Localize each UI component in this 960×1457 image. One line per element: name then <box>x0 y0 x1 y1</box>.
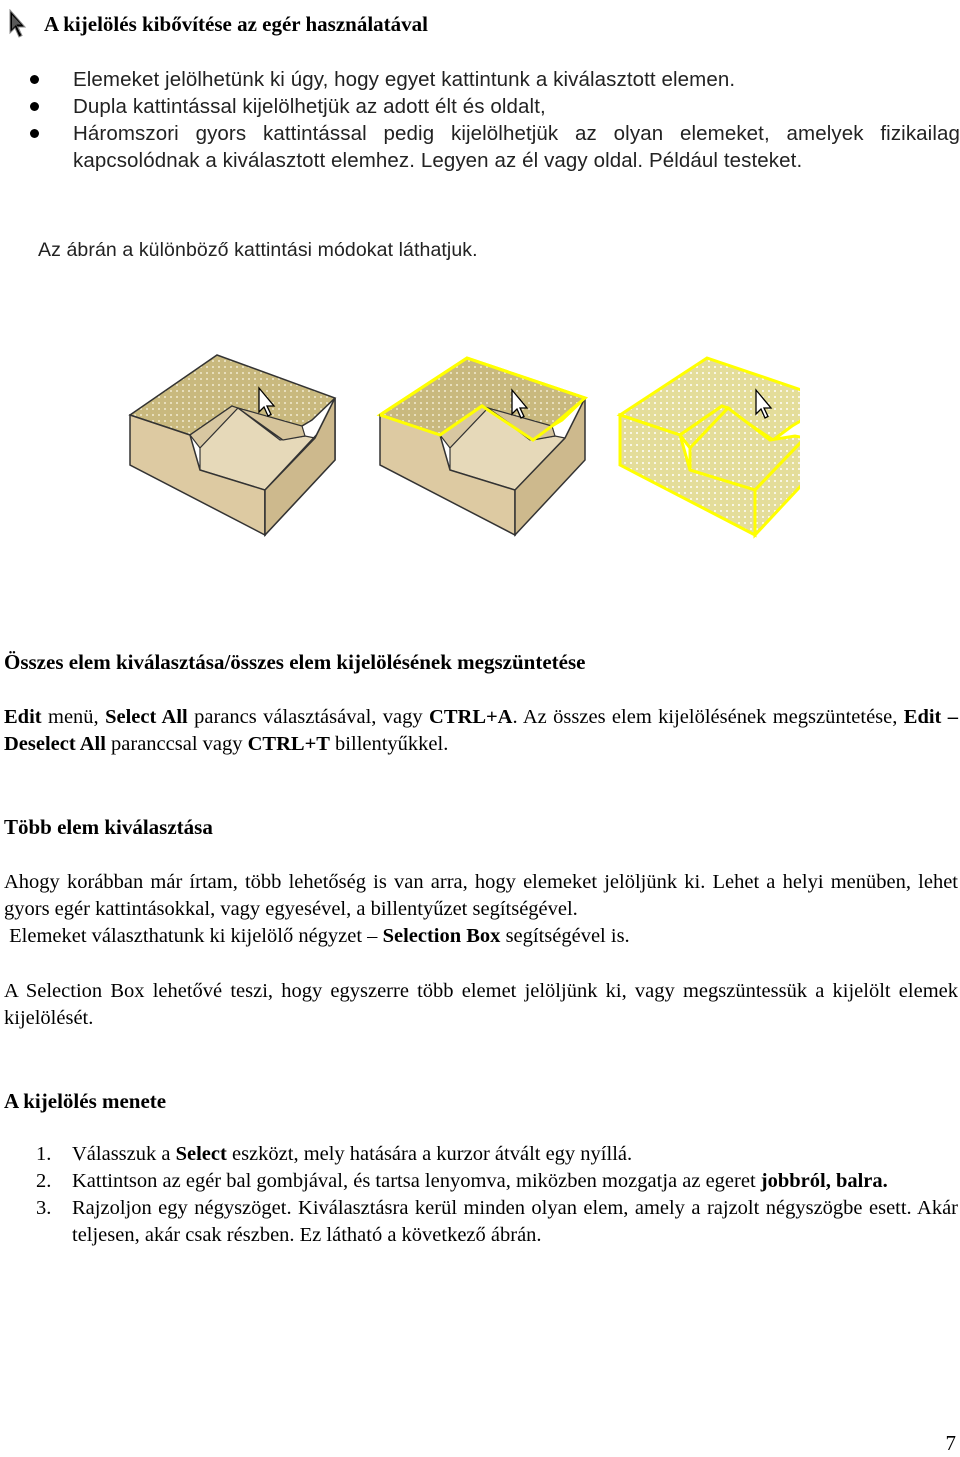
cursor-arrow-icon <box>8 9 30 39</box>
text: Kattintson az egér bal gombjával, és tartsa lenyomva, miközben mozgatja az egeret <box>72 1170 761 1192</box>
paragraph <box>4 704 958 758</box>
paragraph <box>4 923 958 950</box>
paragraph: Ahogy korábban már írtam, több lehetőség is van arra, hogy elemeket jelöljünk ki. Lehet a helyi menüben, lehet gyors egér kattintásokkal, vagy egyesével, a billentyűzet segítségével. <box>4 871 958 920</box>
tool-name: Select <box>175 1143 227 1165</box>
list-item: Dupla kattintással kijelölhetjük az adott élt és oldalt, <box>30 93 960 120</box>
solid-single-click <box>130 355 335 535</box>
command-name: Deselect All <box>4 733 106 755</box>
direction: jobbról, balra. <box>760 1170 888 1192</box>
section-title: A kijelölés kibővítése az egér használatával <box>44 11 428 36</box>
solid-triple-click <box>620 358 800 535</box>
section-heading: Összes elem kiválasztása/összes elem kijelölésének megszüntetése <box>4 650 586 674</box>
text: Elemeket választhatunk ki kijelölő négyzet – <box>4 925 383 947</box>
list-item: Elemeket jelölhetünk ki úgy, hogy egyet kattintunk a kiválasztott elemen. <box>30 66 960 93</box>
list-number: 3. <box>36 1197 52 1219</box>
page-number: 7 <box>945 1431 956 1455</box>
section-heading: A kijelölés menete <box>4 1089 167 1113</box>
list-item <box>4 1195 958 1249</box>
bullet-list <box>30 66 960 174</box>
text: Rajzoljon egy négyszöget. Kiválasztásra kerül minden olyan elem, amely a rajzolt négyszögbe esett. Akár teljesen, akár csak részben. Ez látható a következő ábrán. <box>72 1197 958 1246</box>
shortcut: CTRL+T <box>247 733 330 755</box>
shortcut: CTRL+A <box>429 706 513 728</box>
text: parancs választásával, vagy <box>187 706 430 728</box>
menu-name: Edit <box>4 706 42 728</box>
menu-name: Edit <box>903 706 942 728</box>
text: menü, <box>41 706 106 728</box>
section-heading: Több elem kiválasztása <box>4 815 213 839</box>
list-number: 2. <box>36 1170 52 1192</box>
text: paranccsal vagy <box>105 733 248 755</box>
command-name: Select All <box>105 706 188 728</box>
list-item <box>4 1141 958 1168</box>
text: eszközt, mely hatására a kurzor átvált egy nyíllá. <box>226 1143 633 1165</box>
section-title-row <box>8 4 428 44</box>
solid-double-click <box>380 358 585 535</box>
list-number: 1. <box>36 1143 52 1165</box>
paragraph: A Selection Box lehetővé teszi, hogy egyszerre több elemet jelöljünk ki, vagy megszüntessük a kijelölt elemek kijelölését. <box>4 980 958 1029</box>
text: billentyűkkel. <box>329 733 449 755</box>
text: segítségével is. <box>500 925 630 947</box>
list-item <box>4 1168 958 1195</box>
numbered-list <box>4 1141 958 1249</box>
text: . Az összes elem kijelölésének megszüntetése, <box>512 706 904 728</box>
figure-caption: Az ábrán a különböző kattintási módokat láthatjuk. <box>38 239 478 261</box>
text: – <box>941 706 959 728</box>
text: Válasszuk a <box>72 1143 176 1165</box>
feature-name: Selection Box <box>382 925 501 947</box>
selection-modes-figure <box>120 340 800 540</box>
list-item: Háromszori gyors kattintással pedig kijelölhetjük az olyan elemeket, amelyek fizikailag kapcsolódnak a kiválasztott elemhez. Legyen az él vagy oldal. Például testeket. <box>30 120 960 174</box>
